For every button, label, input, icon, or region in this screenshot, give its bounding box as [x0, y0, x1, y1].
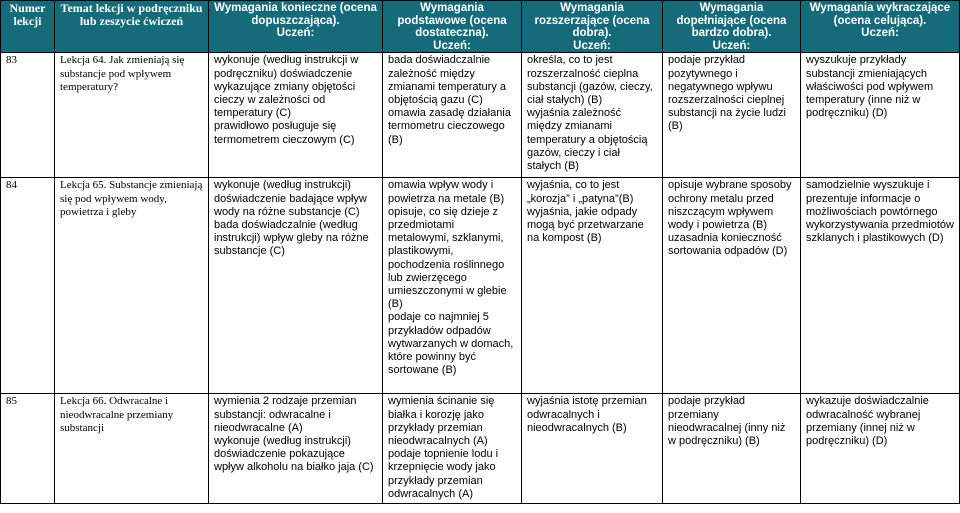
header-req-essential — [209, 1, 383, 53]
header-req-essential-label: Wymagania konieczne (ocena dopuszczająca). — [214, 2, 377, 27]
lesson-topic: Lekcja 64. Jak zmieniają się substancje pod wpływem temperatury? — [60, 54, 185, 93]
header-row — [1, 1, 960, 53]
basic-text: omawia wpływ wody i powietrza na metale (B) opisuje, co się dzieje z przedmiotami metalowymi, szklanymi, plastikowymi, pochodzenia roślinnego lub zwierzęcego umieszczonymi w glebie (B) podaje co najmniej 5 przykładów odpadów wytwarzanych w domach, które powinny być sortowane (B) — [388, 179, 514, 377]
exceeding-cell — [801, 53, 960, 178]
extended-cell — [522, 178, 663, 394]
exceeding-text: samodzielnie wyszukuje i prezentuje informacje o możliwościach powtórnego wykorzystywania przedmiotów szklanych i plastikowych (D) — [806, 179, 954, 245]
header-req-exceeding-label: Wymagania wykraczające (ocena celująca). — [809, 2, 951, 27]
extended-cell — [522, 53, 663, 178]
lesson-number-cell — [1, 178, 55, 394]
extended-text: wyjaśnia istotę przemian odwracalnych i nieodwracalnych (B) — [527, 395, 647, 434]
basic-cell — [383, 394, 522, 504]
header-student-label: Uczeń: — [712, 39, 751, 52]
lesson-number: 84 — [6, 179, 17, 192]
lesson-number-cell — [1, 394, 55, 504]
header-req-extended — [522, 1, 663, 53]
basic-cell — [383, 53, 522, 178]
lesson-topic-cell — [55, 178, 209, 394]
header-req-basic-label: Wymagania podstawowe (ocena dostateczna). — [397, 2, 507, 40]
table-row — [1, 53, 960, 178]
complementary-cell — [663, 53, 801, 178]
exceeding-cell — [801, 394, 960, 504]
lesson-number-cell — [1, 53, 55, 178]
exceeding-text: wyszukuje przykłady substancji zmieniających właściwości pod wpływem temperatury (inne niż w podręczniku) (D) — [806, 54, 934, 120]
header-student-label: Uczeń: — [433, 39, 471, 52]
basic-cell — [383, 178, 522, 394]
lesson-topic-cell — [55, 53, 209, 178]
header-lesson-number: Numer lekcji — [1, 1, 55, 53]
table-row — [1, 394, 960, 504]
essential-text: wykonuje (według instrukcji w podręczniku) doświadczenie wykazujące zmiany objętości cieczy w zależności od temperatury (C) prawidłowo posługuje się termometrem cieczowym (C) — [214, 54, 359, 146]
essential-cell — [209, 53, 383, 178]
complementary-text: opisuje wybrane sposoby ochrony metalu przed niszczącym wpływem wody i powietrza (B) uzasadnia konieczność sortowania odpadów (D) — [668, 179, 792, 258]
complementary-cell — [663, 178, 801, 394]
exceeding-text: wykazuje doświadczalnie odwracalność wybranej przemiany (innej niż w podręczniku) (D) — [806, 395, 929, 447]
header-req-complementary-label: Wymagania dopełniające (ocena bardzo dobra). — [676, 2, 787, 40]
exceeding-cell — [801, 178, 960, 394]
extended-text: wyjaśnia, co to jest „korozja” i „patyna”(B) wyjaśnia, jakie odpady mogą być przetwarzane na kompost (B) — [527, 179, 644, 245]
complementary-cell — [663, 394, 801, 504]
essential-text: wykonuje (według instrukcji) doświadczenie badające wpływ wody na różne substancje (C) bada doświadczalnie (według instrukcji) wpływ gleby na różne substancje (C) — [214, 179, 369, 258]
header-req-basic — [383, 1, 522, 53]
table-row — [1, 178, 960, 394]
complementary-text: podaje przykład pozytywnego i negatywnego wpływu rozszerzalności cieplnej substancji na życie ludzi (B) — [668, 54, 787, 133]
extended-cell — [522, 394, 663, 504]
header-student-label: Uczeń: — [573, 39, 611, 52]
extended-text: określa, co to jest rozszerzalność cieplna substancji (gazów, cieczy, ciał stałych) (B) wyjaśnia zależność między zmianami temperatury a objętością gazów, cieczy i ciał stałych (B) — [527, 54, 653, 172]
basic-text: bada doświadczalnie zależność między zmianami temperatury a objętością gazu (C) omawia zasadę działania termometru cieczowego (B) — [388, 54, 511, 146]
header-student-label: Uczeń: — [861, 27, 899, 40]
essential-text: wymienia 2 rodzaje przemian substancji: odwracalne i nieodwracalne (A) wykonuje (według instrukcji) doświadczenie pokazujące wpływ alkoholu na białko jaja (C) — [214, 395, 374, 474]
basic-text: wymienia ścinanie się białka i korozję jako przykłady przemian nieodwracalnych (A) podaje topnienie lodu i krzepnięcie wody jako przykłady przemian odwracalnych (A) — [388, 395, 499, 500]
complementary-text: podaje przykład przemiany nieodwracalnej (inny niż w podręczniku) (B) — [668, 395, 786, 447]
essential-cell — [209, 394, 383, 504]
lesson-number: 83 — [6, 54, 17, 67]
lesson-number: 85 — [6, 395, 17, 408]
header-req-extended-label: Wymagania rozszerzające (ocena dobra). — [534, 2, 650, 40]
lesson-topic: Lekcja 66. Odwracalne i nieodwracalne przemiany substancji — [60, 395, 174, 434]
header-req-exceeding — [801, 1, 960, 53]
header-req-complementary — [663, 1, 801, 53]
essential-cell — [209, 178, 383, 394]
header-student-label: Uczeń: — [276, 27, 315, 40]
lesson-topic-cell — [55, 394, 209, 504]
lesson-topic: Lekcja 65. Substancje zmieniają się pod wpływem wody, powietrza i gleby — [60, 179, 203, 218]
header-lesson-topic: Temat lekcji w podręczniku lub zeszycie ćwiczeń — [55, 1, 209, 53]
